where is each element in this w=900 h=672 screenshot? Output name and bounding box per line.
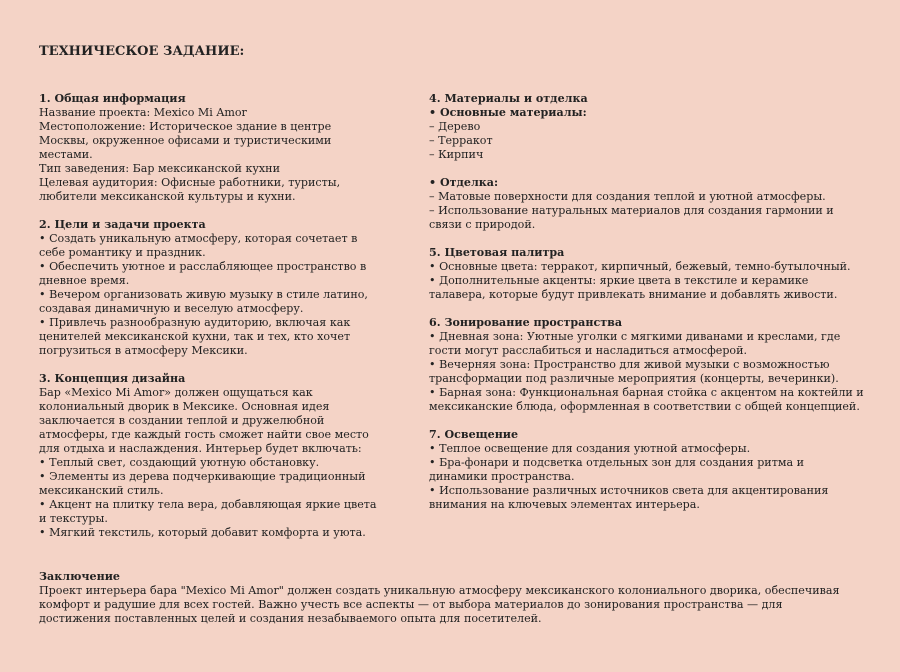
spacer — [429, 162, 864, 176]
left-column — [39, 92, 379, 554]
list-item: • Теплое освещение для создания уютной атмосферы. — [429, 442, 751, 455]
document-title: ТЕХНИЧЕСКОЕ ЗАДАНИЕ: — [39, 44, 245, 59]
section-heading: Заключение — [39, 570, 120, 583]
list-item: • Использование различных источников света для акцентирования внимания на ключевых элементах интерьера. — [429, 484, 829, 511]
section-heading: 6. Зонирование пространства — [429, 316, 623, 329]
list-item: – Матовые поверхности для создания теплой и уютной атмосферы. — [429, 190, 826, 203]
list-item: • Вечерняя зона: Пространство для живой музыки с возможностью трансформации под различные мероприятия (концерты, вечеринки). — [429, 358, 839, 385]
section-heading: 4. Материалы и отделка — [429, 92, 588, 105]
audience-line: Целевая аудитория: Офисные работники, туристы, любители мексиканской культуры и кухни. — [39, 176, 341, 203]
section-heading: 7. Освещение — [429, 428, 519, 441]
list-item: – Терракот — [429, 134, 493, 147]
list-item: • Мягкий текстиль, который добавит комфорта и уюта. — [39, 526, 366, 539]
location-line: Местоположение: Историческое здание в центре Москвы, окруженное офисами и туристическими местами. — [39, 120, 332, 161]
section-materials — [429, 92, 864, 232]
section-heading: 1. Общая информация — [39, 92, 186, 105]
project-name-line: Название проекта: Mexico Mi Amor — [39, 106, 247, 119]
list-item: • Вечером организовать живую музыку в стиле латино, создавая динамичную и веселую атмосферу. — [39, 288, 368, 315]
list-item: • Обеспечить уютное и расслабляющее пространство в дневное время. — [39, 260, 367, 287]
subsection-heading: • Основные материалы: — [429, 106, 587, 119]
list-item: – Использование натуральных материалов для создания гармонии и связи с природой. — [429, 204, 834, 231]
list-item: • Бра-фонари и подсветка отдельных зон для создания ритма и динамики пространства. — [429, 456, 804, 483]
list-item: • Дневная зона: Уютные уголки с мягкими диванами и креслами, где гости могут расслабиться и насладиться атмосферой. — [429, 330, 841, 357]
venue-type-line: Тип заведения: Бар мексиканской кухни — [39, 162, 280, 175]
section-heading: 3. Концепция дизайна — [39, 372, 186, 385]
list-item: • Создать уникальную атмосферу, которая сочетает в себе романтику и праздник. — [39, 232, 358, 259]
concept-paragraph: Бар «Mexico Mi Amor» должен ощущаться как колониальный дворик в Мексике. Основная идея заключается в создании теплой и дружелюбной атмосферы, где каждый гость сможет найти свое место для отдыха и наслаждения. Интерьер будет включать: — [39, 386, 369, 455]
conclusion-paragraph: Проект интерьера бара "Mexico Mi Amor" должен создать уникальную атмосферу мексиканского колониального дворика, обеспечивая комфорт и радушие для всех гостей. Важно учесть все аспекты — от выбора материалов до зонирования пространства — для достижения поставленных целей и создания незабываемого опыта для посетителей. — [39, 584, 840, 625]
section-conclusion — [39, 570, 849, 626]
section-general-info — [39, 92, 379, 204]
section-zoning — [429, 316, 864, 414]
section-palette — [429, 246, 864, 302]
list-item: – Дерево — [429, 120, 481, 133]
subsection-heading: • Отделка: — [429, 176, 499, 189]
section-heading: 5. Цветовая палитра — [429, 246, 565, 259]
right-column — [429, 92, 864, 526]
list-item: • Дополнительные акценты: яркие цвета в текстиле и керамике талавера, которые будут привлекать внимание и добавлять живости. — [429, 274, 838, 301]
list-item: – Кирпич — [429, 148, 484, 161]
section-lighting — [429, 428, 864, 512]
section-concept — [39, 372, 379, 540]
list-item: • Элементы из дерева подчеркивающие традиционный мексиканский стиль. — [39, 470, 366, 497]
list-item: • Барная зона: Функциональная барная стойка с акцентом на коктейли и мексиканские блюда, оформленная в соответствии с общей концепцией. — [429, 386, 864, 413]
list-item: • Привлечь разнообразную аудиторию, включая как ценителей мексиканской кухни, так и тех, кто хочет погрузиться в атмосферу Мексики. — [39, 316, 351, 357]
list-item: • Основные цвета: терракот, кирпичный, бежевый, темно-бутылочный. — [429, 260, 851, 273]
list-item: • Теплый свет, создающий уютную обстановку. — [39, 456, 320, 469]
section-goals — [39, 218, 379, 358]
list-item: • Акцент на плитку тела вера, добавляющая яркие цвета и текстуры. — [39, 498, 377, 525]
section-heading: 2. Цели и задачи проекта — [39, 218, 206, 231]
